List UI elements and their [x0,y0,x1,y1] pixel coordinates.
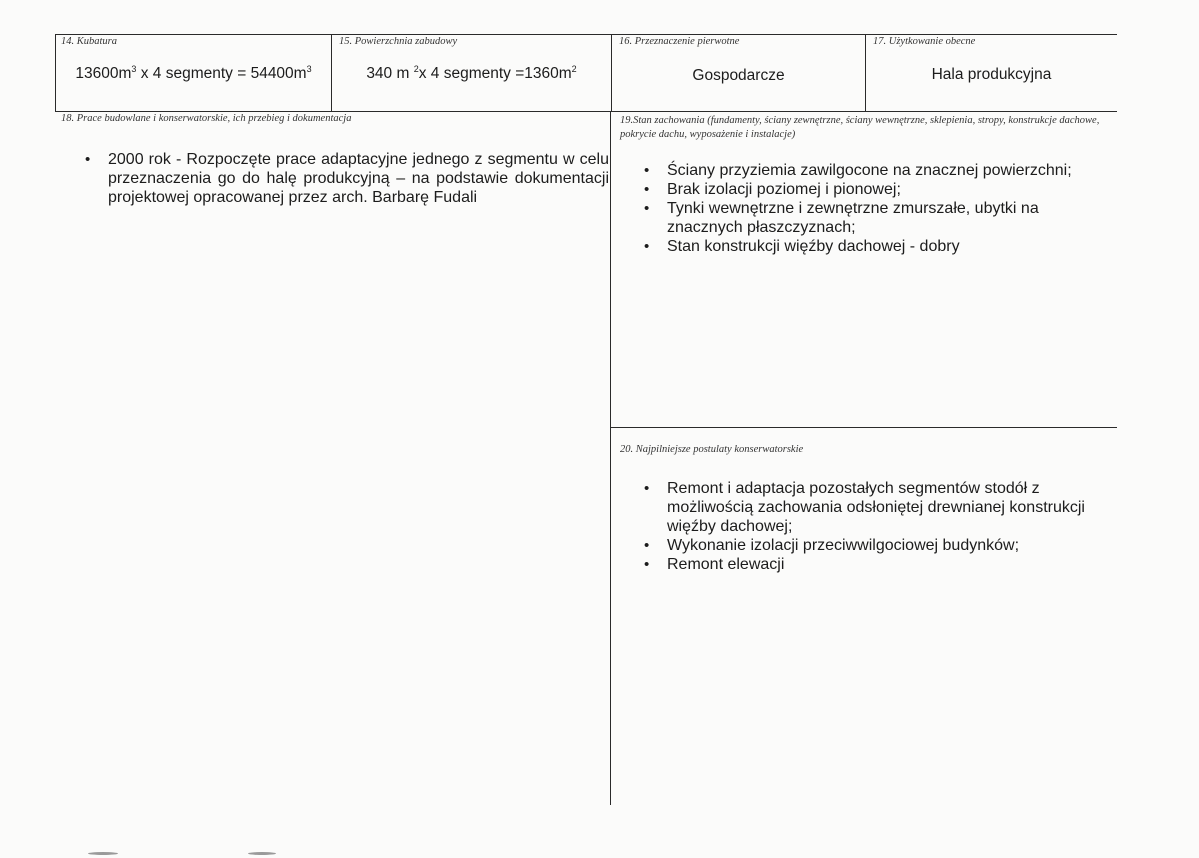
list-item: • 2000 rok - Rozpoczęte prace adaptacyjne jednego z segmentu w celu przeznaczenia go do halę produkcyjną – na podstawie dokumentacji projektowej opracowanej przez arch. Barbarę Fudali [81,150,609,207]
prace-list [81,150,609,207]
list-item: • Tynki wewnętrzne i zewnętrzne zmurszałe, ubytki na znacznych płaszczyznach; [640,199,1110,237]
list-item: • Wykonanie izolacji przeciwwilgociowej budynków; [640,536,1115,555]
powierzchnia-label: 15. Powierzchnia zabudowy [339,36,458,47]
top-border [55,34,1117,35]
postulaty-label: 20. Najpilniejsze postulaty konserwatorskie [620,444,804,455]
kubatura-exponent: 3 [306,64,312,74]
scan-mark [88,852,118,855]
row-divider [55,111,1117,112]
kubatura-value [56,65,331,83]
kubatura-value-part: x 4 segmenty = 54400m [136,65,307,82]
stan-label: 19.Stan zachowania (fundamenty, ściany zewnętrzne, ściany wewnętrzne, sklepienia, stropy, konstrukcje dachowe, pokrycie dachu, wyposażenie i instalacje) [620,115,1100,140]
postulaty-list [640,479,1115,574]
przeznaczenie-label: 16. Przeznaczenie pierwotne [619,36,740,47]
powierzchnia-exponent: 2 [571,64,577,74]
kubatura-label: 14. Kubatura [61,36,118,47]
powierzchnia-exponent: 2 [413,64,419,74]
section-19-20-divider [610,427,1117,428]
list-item: • Stan konstrukcji więźby dachowej - dobry [640,237,1110,256]
przeznaczenie-value: Gospodarcze [692,67,785,84]
powierzchnia-value-part: 340 m [366,65,414,82]
list-item: • Remont elewacji [640,555,1115,574]
stan-list [640,161,1110,256]
kubatura-value-part: 13600m [75,65,132,82]
powierzchnia-value [332,65,611,83]
uzytkowanie-label: 17. Użytkowanie obecne [873,36,976,47]
scan-mark [248,852,276,855]
list-item: • Remont i adaptacja pozostałych segmentów stodół z możliwością zachowania odsłoniętej drewnianej konstrukcji więźby dachowej; [640,479,1115,536]
list-item: • Ściany przyziemia zawilgocone na znacznej powierzchni; [640,161,1110,180]
uzytkowanie-value: Hala produkcyjna [931,66,1052,83]
powierzchnia-value-part: x 4 segmenty =1360m [418,65,572,82]
list-item: • Brak izolacji poziomej i pionowej; [640,180,1110,199]
center-divider [610,111,611,805]
prace-label: 18. Prace budowlane i konserwatorskie, ich przebieg i dokumentacja [61,113,352,124]
kubatura-exponent: 3 [131,64,137,74]
